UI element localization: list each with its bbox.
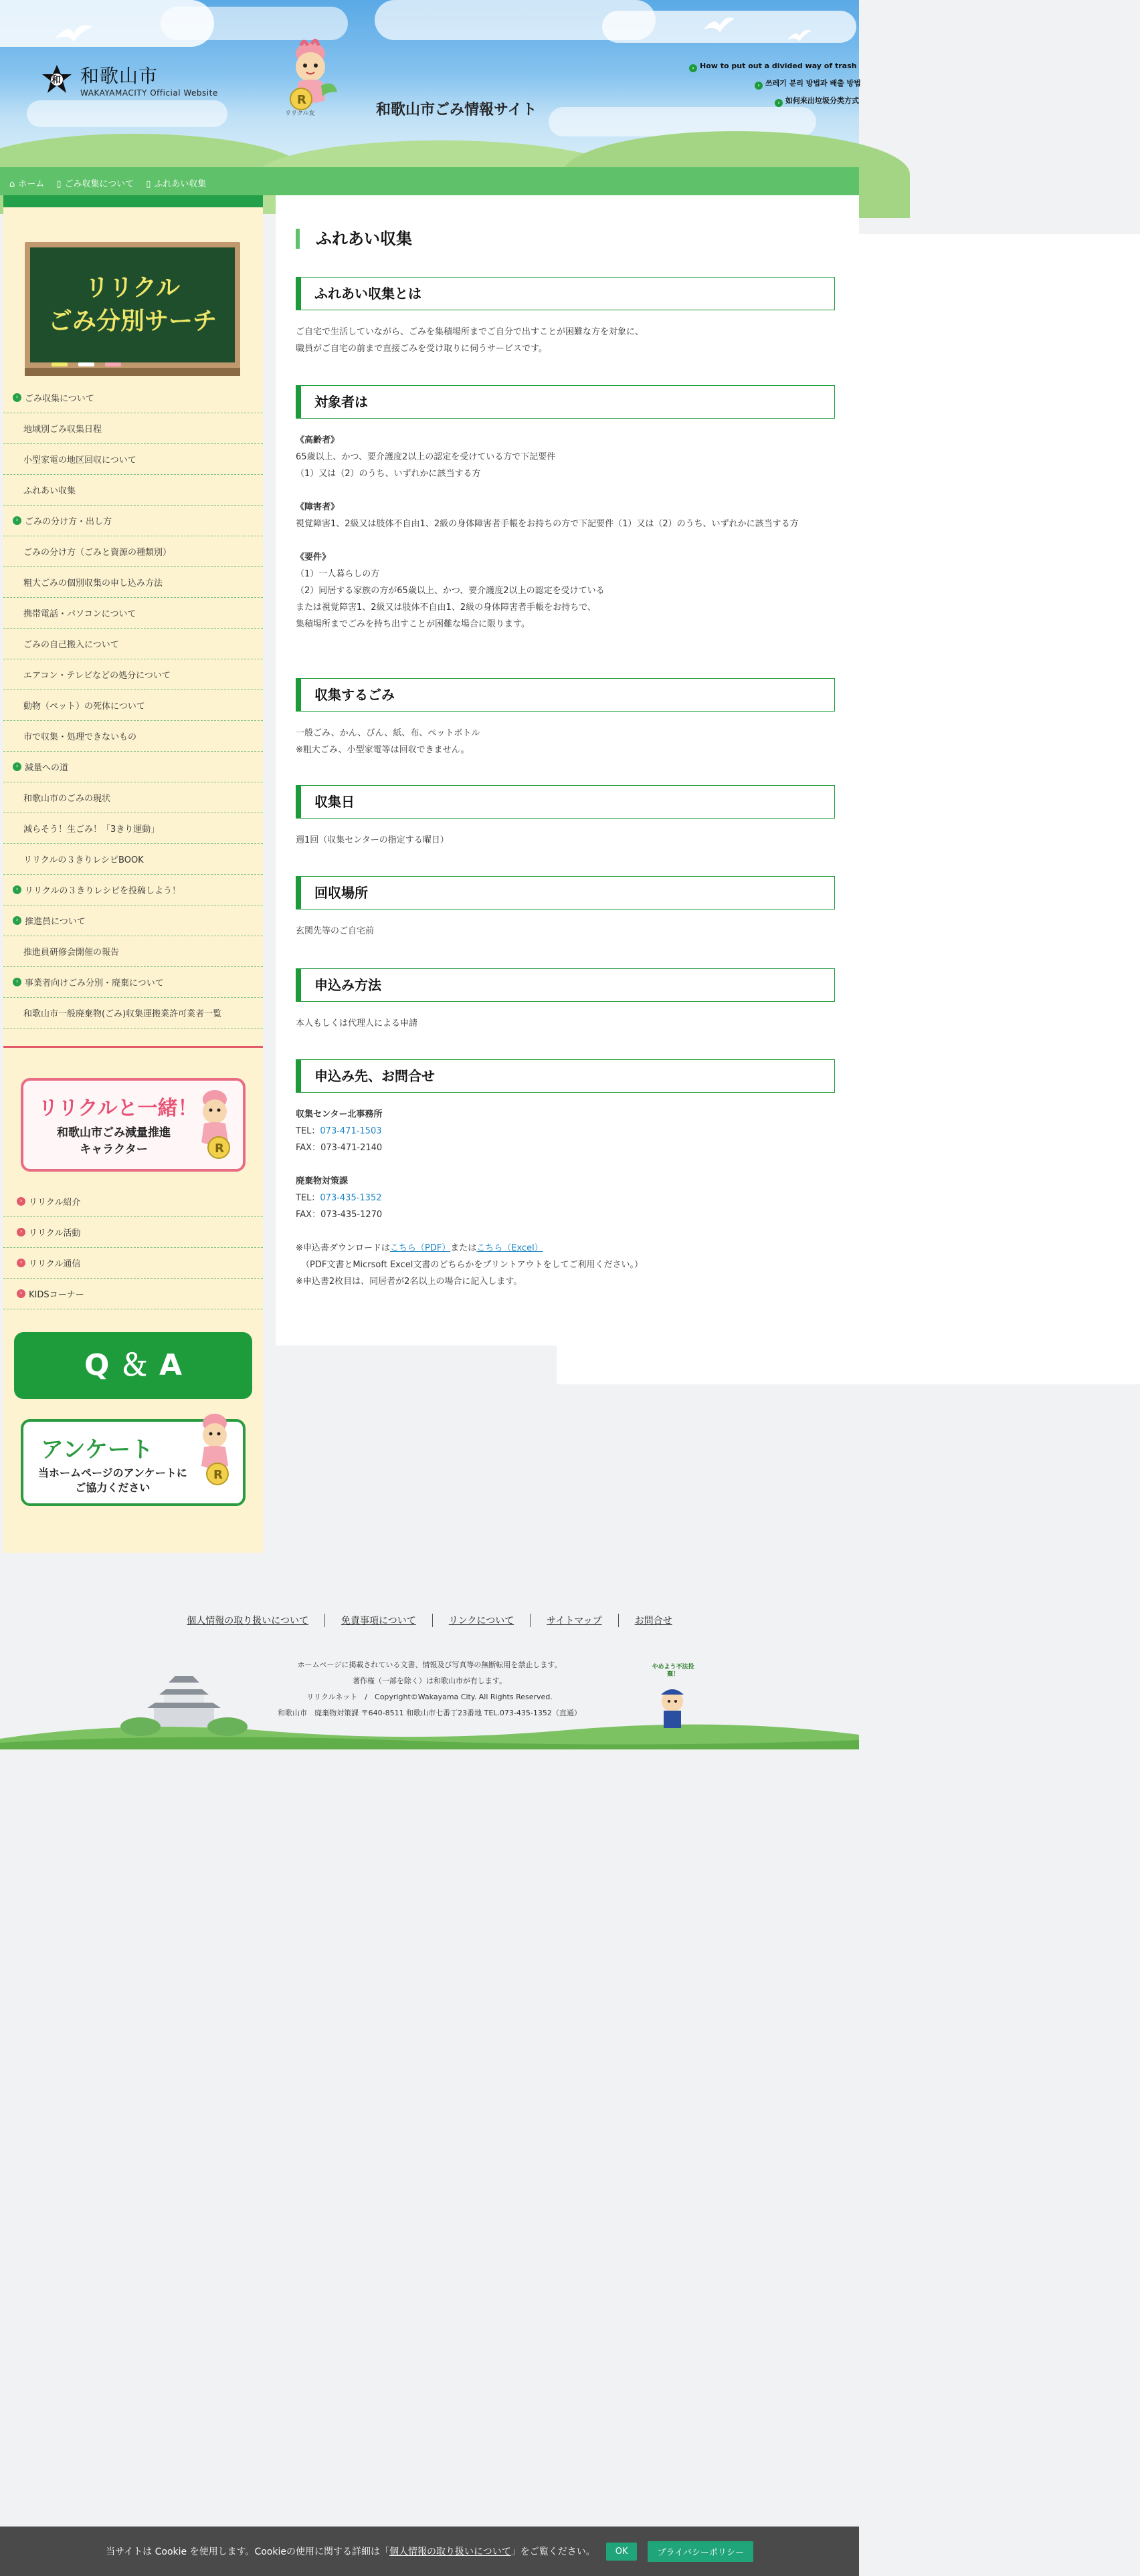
board-line-1: リリクル (84, 274, 181, 302)
sidebar-item[interactable] (3, 444, 263, 475)
sidebar-item-label: 推進員研修会開催の報告 (23, 948, 120, 958)
sidebar-item-label: 減量への道 (25, 763, 69, 773)
sidebar-item-label: ふれあい収集 (23, 486, 76, 496)
mascot-icon (192, 1410, 239, 1490)
sidebar-item-label: KIDSコーナー (29, 1290, 84, 1300)
search-board-banner[interactable] (25, 242, 240, 376)
language-links (689, 58, 859, 110)
lang-link-korean[interactable]: › 쓰레기 분리 방법과 배출 방법 (689, 75, 859, 92)
sidebar-item[interactable] (3, 844, 263, 875)
sidebar-menu (3, 383, 263, 1029)
survey-text: 当ホームページのアンケートに ご協力ください (38, 1467, 187, 1495)
section-heading-garbage: 収集するごみ (296, 678, 835, 712)
board-ledge (25, 368, 240, 376)
sidebar-item[interactable] (3, 690, 263, 721)
sidebar-item-label: リリクル紹介 (29, 1198, 81, 1208)
sidebar (3, 195, 263, 1553)
bird-icon (54, 20, 94, 47)
sidebar-item[interactable] (3, 1279, 263, 1309)
home-icon: ⌂ (9, 179, 15, 189)
privacy-policy-button[interactable]: プライバシーポリシー (648, 2541, 753, 2562)
chevron-right-icon: › (775, 99, 783, 107)
survey-title: アンケート (41, 1436, 153, 1463)
site-header (0, 0, 859, 167)
sidebar-item[interactable] (3, 813, 263, 844)
chevron-right-icon: › (13, 978, 21, 986)
sidebar-item-label: リリクルの３きりレシピBOOK (23, 855, 144, 865)
mascot-icon (281, 39, 341, 119)
sidebar-item-label: 減らそう！生ごみ！「3きり運動」 (23, 825, 160, 835)
board-line-2: ごみ分別サーチ (48, 308, 217, 335)
sidebar-item-label: リリクル活動 (29, 1228, 81, 1239)
sidebar-item[interactable] (3, 659, 263, 690)
sidebar-item[interactable] (3, 598, 263, 629)
sidebar-item[interactable] (3, 383, 263, 413)
sidebar-item-label: ごみ収集について (25, 394, 94, 404)
sidebar-item[interactable] (3, 721, 263, 752)
site-logo[interactable] (281, 39, 537, 119)
chevron-right-icon: › (13, 516, 21, 525)
sidebar-top-bar (3, 195, 263, 207)
download-pdf-link[interactable]: こちら（PDF） (389, 1243, 451, 1253)
sidebar-item[interactable] (3, 536, 263, 567)
sidebar-item[interactable] (3, 1248, 263, 1279)
breadcrumb-current: ▯ ふれあい収集 (146, 179, 207, 189)
cloud-decor (27, 100, 227, 127)
chevron-right-icon: › (17, 1259, 25, 1267)
sidebar-item-label: リリクル通信 (29, 1259, 81, 1269)
place-text: 玄関先等のご自宅前 (296, 926, 375, 936)
chevron-right-icon: › (755, 82, 763, 90)
sidebar-item-label: 市で収集・処理できないもの (23, 732, 137, 742)
chevron-right-icon: › (17, 1289, 25, 1298)
breadcrumb-home[interactable]: ⌂ ホーム (9, 179, 45, 189)
section-heading-place: 回収場所 (296, 876, 835, 909)
sidebar-item[interactable] (3, 1186, 263, 1217)
svg-text:R: R (297, 93, 306, 107)
svg-text:R: R (215, 1142, 224, 1156)
footer-link-links[interactable]: リンクについて (432, 1614, 530, 1627)
lang-link-chinese[interactable]: › 如何来出垃圾分类方式 (689, 92, 859, 110)
bird-icon (786, 27, 813, 47)
garbage-text: 一般ごみ、かん、びん、紙、布、ペットボトル ※粗大ごみ、小型家電等は回収できません。 (296, 728, 480, 755)
site-subtitle: 和歌山市ごみ情報サイト (376, 102, 537, 118)
chevron-right-icon: › (17, 1197, 25, 1206)
footer-link-privacy[interactable]: 個人情報の取り扱いについて (187, 1616, 309, 1626)
sidebar-item[interactable] (3, 629, 263, 659)
chalk-icon (78, 362, 94, 366)
city-logo[interactable] (41, 62, 218, 98)
cookie-text: 当サイトは Cookie を使用します。Cookieの使用に関する詳細は「個人情報の取り扱いについて」をご覧ください。 (106, 2547, 595, 2557)
chevron-right-icon: › (13, 762, 21, 771)
cookie-banner (0, 2527, 859, 2576)
castle-icon (127, 1673, 241, 1733)
day-text: 週1回（収集センターの指定する曜日） (296, 835, 449, 845)
sidebar-item-label: 動物（ペット）の死体について (23, 702, 145, 712)
mascot-banner-title: リリクルと一緒！ (38, 1097, 198, 1120)
sidebar-item[interactable] (3, 475, 263, 506)
chevron-right-icon: › (13, 393, 21, 402)
sidebar-item-label: ごみの分け方・出し方 (25, 517, 112, 527)
tel-link-waste[interactable]: 073-435-1352 (320, 1193, 382, 1203)
cookie-ok-button[interactable]: OK (606, 2543, 638, 2561)
sidebar-item[interactable] (3, 998, 263, 1029)
footer-info: ホームページに掲載されている文書、情報及び写真等の無断転用を禁止します。 著作権（一部を除く）は和歌山市が有します。 リリクルネット / Copyright©Wakayama City. All Rights Reserved. 和歌山市 廃棄物対策課 〒640-8511 和歌山市七番丁23番地 TEL.073-435-1352（直通） (278, 1660, 581, 1717)
sidebar-menu-2 (3, 1186, 263, 1309)
page-icon: ▯ (56, 179, 62, 189)
sidebar-item[interactable] (3, 936, 263, 967)
city-name-en: WAKAYAMACITY Official Website (80, 88, 218, 98)
page-icon: ▯ (146, 179, 151, 189)
no-dumping-sign: やめよう不法投棄！ (652, 1664, 694, 1678)
chevron-right-icon: › (689, 64, 697, 72)
sidebar-divider (3, 1046, 263, 1048)
footer-link-sitemap[interactable]: サイトマップ (530, 1614, 618, 1627)
section-heading-about: ふれあい収集とは (296, 277, 835, 310)
chalk-icon (52, 362, 68, 366)
contact-text: 収集センター北事務所 TEL：073-471-1503 FAX：073-471-2140 廃棄物対策課 TEL：073-435-1352 FAX：073-435-1270 ※申込書ダウンロードはこちら（PDF）またはこちら（Excel） （PDF文書とMicrsoft Excel文書のどちらかをプリントアウトをしてご利用ください。） ※申込書2枚目は、同居者が2名以上の場合に記入します。 (296, 1109, 643, 1287)
sidebar-item-label: ごみの分け方（ごみと資源の種類別） (23, 548, 172, 558)
section-heading-day: 収集日 (296, 785, 835, 819)
city-name: 和歌山市 (80, 65, 159, 87)
sidebar-item[interactable] (3, 875, 263, 905)
chalk-icon (105, 362, 121, 366)
sidebar-item-label: 事業者向けごみ分別・廃棄について (25, 978, 164, 988)
chevron-right-icon: › (13, 916, 21, 925)
footer-links (0, 1614, 859, 1627)
sidebar-item-label: 推進員について (25, 917, 86, 927)
about-text: ご自宅で生活していながら、ごみを集積場所までご自分で出すことが困難な方を対象に、 職員がご自宅の前まで直接ごみを受け取りに伺うサービスです。 (296, 327, 644, 354)
sidebar-item[interactable] (3, 567, 263, 598)
sidebar-item[interactable] (3, 413, 263, 444)
sidebar-item-label: ごみの自己搬入について (23, 640, 119, 650)
mascot-banner-text: 和歌山市ごみ減量推進 キャラクター (57, 1126, 171, 1156)
breadcrumb (0, 167, 859, 195)
mascot-caption: リリクル友 (285, 110, 315, 117)
tel-link-center[interactable]: 073-471-1503 (320, 1126, 382, 1136)
breadcrumb-item[interactable]: ▯ ごみ収集について (56, 179, 134, 189)
sidebar-item-label: 和歌山市一般廃棄物(ごみ)収集運搬業許可業者一覧 (23, 1009, 222, 1019)
sidebar-item-label: リリクルの３きりレシピを投稿しよう！ (25, 886, 181, 896)
sidebar-item-label: エアコン・テレビなどの処分について (23, 671, 171, 681)
footer-link-contact[interactable]: お問合せ (618, 1614, 688, 1627)
section-heading-contact: 申込み先、お問合せ (296, 1059, 835, 1093)
qa-button[interactable]: Q ＆ A (14, 1332, 252, 1399)
sidebar-item[interactable] (3, 506, 263, 536)
sidebar-item-label: 和歌山市のごみの現状 (23, 794, 111, 804)
download-excel-link[interactable]: こちら（Excel） (476, 1243, 543, 1253)
chevron-right-icon: › (13, 885, 21, 894)
city-emblem-icon (41, 64, 72, 95)
apply-text: 本人もしくは代理人による申請 (296, 1018, 418, 1029)
survey-banner[interactable] (21, 1419, 246, 1506)
bird-icon (702, 13, 736, 37)
cloud-decor (161, 7, 348, 40)
chevron-right-icon: › (17, 1228, 25, 1237)
sidebar-item[interactable] (3, 752, 263, 782)
footer-link-disclaimer[interactable]: 免責事項について (324, 1614, 432, 1627)
sidebar-item-label: 粗大ごみの個別収集の申し込み方法 (23, 578, 163, 588)
cookie-privacy-link[interactable]: 個人情報の取り扱いについて (389, 2547, 511, 2557)
page-title: ふれあい収集 (296, 229, 412, 249)
sidebar-item-label: 地域別ごみ収集日程 (23, 425, 102, 435)
section-heading-apply: 申込み方法 (296, 968, 835, 1002)
sidebar-item-label: 小型家電の地区回収について (23, 455, 136, 465)
sidebar-item[interactable] (3, 967, 263, 998)
mascot-banner[interactable] (21, 1078, 246, 1172)
lang-link-english[interactable]: › How to put out a divided way of trash (689, 58, 859, 75)
sidebar-item[interactable] (3, 905, 263, 936)
sidebar-item[interactable] (3, 1217, 263, 1248)
sidebar-item-label: 携帯電話・パソコンについて (23, 609, 136, 619)
svg-text:R: R (213, 1468, 223, 1482)
main-content (276, 195, 859, 1346)
mascot-icon (192, 1086, 239, 1166)
section-heading-target: 対象者は (296, 385, 835, 419)
sidebar-item[interactable] (3, 782, 263, 813)
target-text: 《高齢者》 65歳以上、かつ、要介護度2以上の認定を受けている方で下記要件 （1）又は（2）のうち、いずれかに該当する方 《障害者》 視覚障害1、2級又は肢体不自由1、2級の身体障害者手帳をお持ちの方で下記要件（1）又は（2）のうち、いずれかに該当する方 《要件》 （1）一人暮らしの方 （2）同居する家族の方が65歳以上、かつ、要介護度2以上の認定を受けている または視覚障害1、2級又は肢体不自由1、2級の身体障害者手帳をお持ちで、 集積場所までごみを持ち出すことが困難な場合に限ります。 (296, 435, 799, 629)
city-emblem-char: 和 (52, 75, 61, 86)
